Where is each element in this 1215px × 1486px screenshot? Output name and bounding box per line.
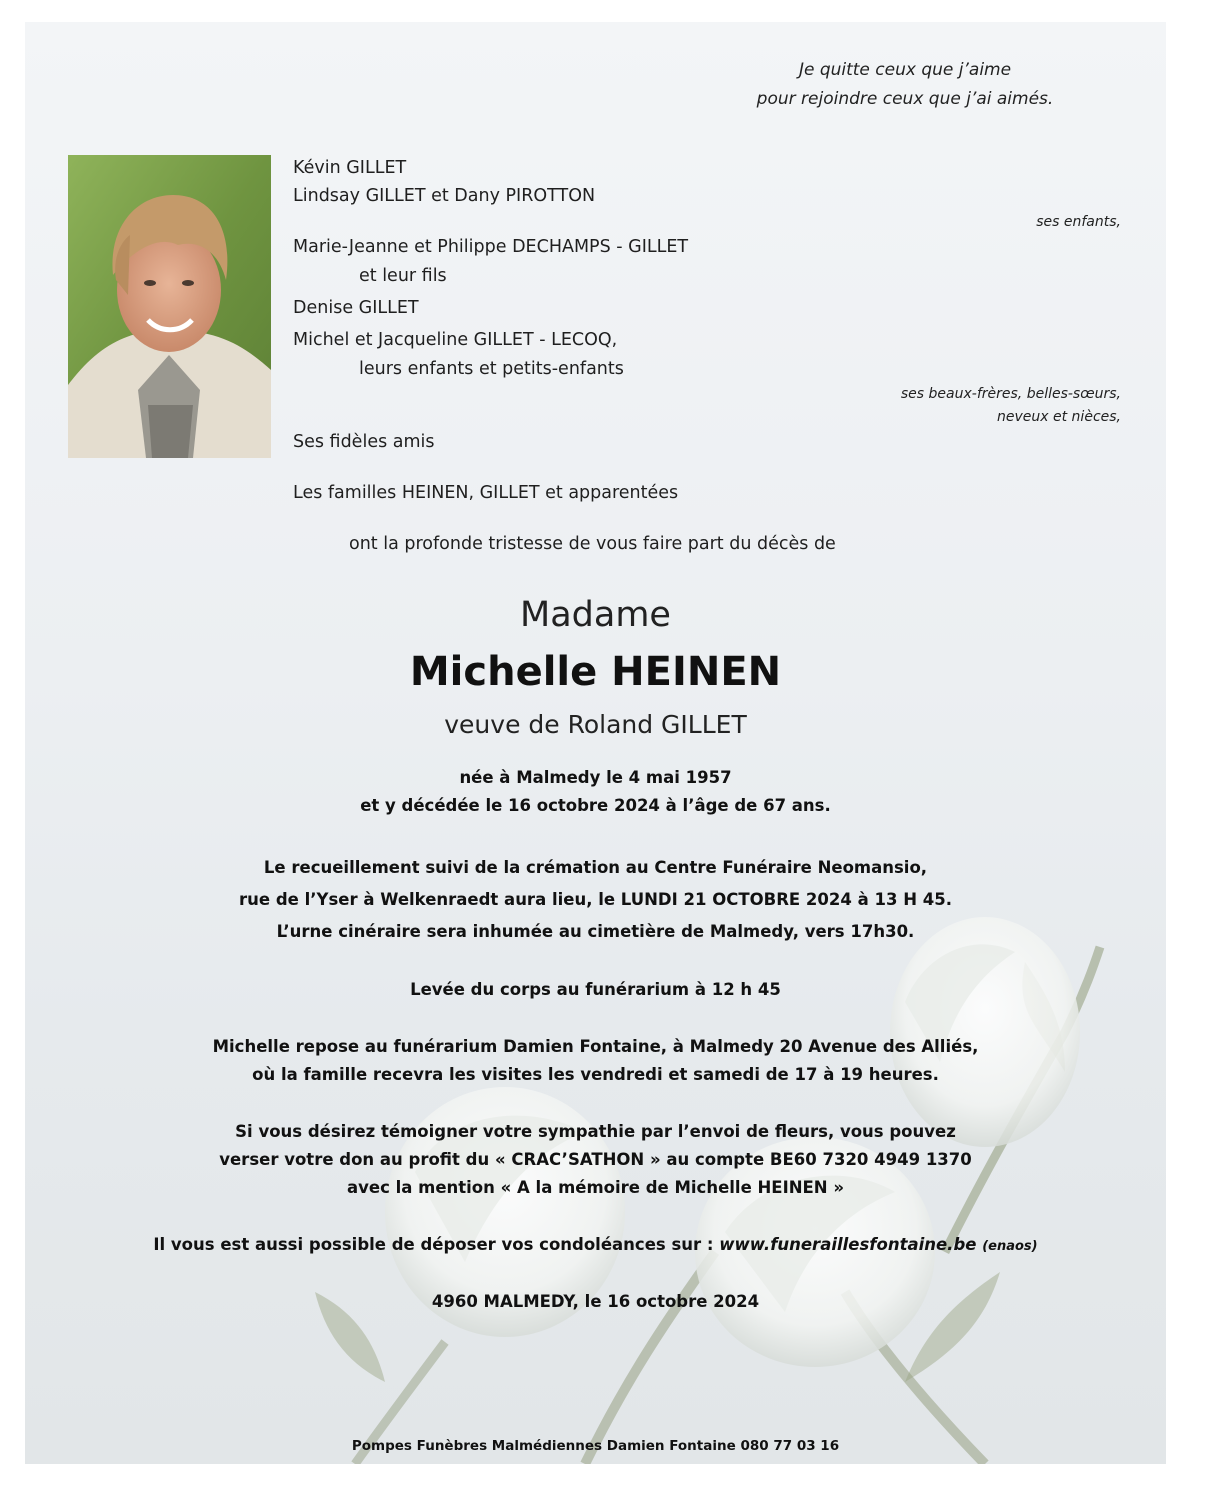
family-marie-jeanne: Marie-Jeanne et Philippe DECHAMPS - GILLET bbox=[293, 237, 689, 257]
ceremony-line-1: Le recueillement suivi de la crémation au Centre Funéraire Neomansio, bbox=[263, 858, 928, 877]
portrait-photo bbox=[68, 155, 271, 458]
birth-line: née à Malmedy le 4 mai 1957 bbox=[459, 768, 732, 787]
condolences-text: Il vous est aussi possible de déposer vos condoléances sur : bbox=[153, 1235, 720, 1254]
visits-line-2: où la famille recevra les visites les vendredi et samedi de 17 à 19 heures. bbox=[252, 1065, 939, 1084]
condolences-url[interactable]: www.funeraillesfontaine.be bbox=[719, 1235, 977, 1254]
announcement-text: ont la profonde tristesse de vous faire part du décès de bbox=[349, 534, 836, 554]
family-michel: Michel et Jacqueline GILLET - LECOQ, bbox=[293, 330, 618, 350]
family-friends: Ses fidèles amis bbox=[293, 432, 435, 452]
family-marie-jeanne-sub: et leur fils bbox=[359, 266, 447, 286]
family-lindsay: Lindsay GILLET et Dany PIROTTON bbox=[293, 186, 596, 206]
condolences-line bbox=[25, 1235, 1166, 1254]
donation-line-3: avec la mention « A la mémoire de Michelle HEINEN » bbox=[346, 1178, 845, 1197]
place-date: 4960 MALMEDY, le 16 octobre 2024 bbox=[431, 1292, 760, 1311]
family-families: Les familles HEINEN, GILLET et apparentées bbox=[293, 483, 679, 503]
condolences-note: (enaos) bbox=[982, 1239, 1038, 1254]
epigraph-line-2: pour rejoindre ceux que j’ai aimés. bbox=[756, 89, 1054, 109]
ceremony-line-3: L’urne cinéraire sera inhumée au cimetière de Malmedy, vers 17h30. bbox=[276, 922, 915, 941]
family-kevin: Kévin GILLET bbox=[293, 158, 407, 178]
donation-line-1: Si vous désirez témoigner votre sympathie par l’envoi de fleurs, vous pouvez bbox=[235, 1122, 956, 1141]
deceased-widow-of: veuve de Roland GILLET bbox=[444, 710, 747, 739]
ceremony-line-2: rue de l’Yser à Welkenraedt aura lieu, le LUNDI 21 OCTOBRE 2024 à 13 H 45. bbox=[239, 890, 952, 909]
epigraph-line-1: Je quitte ceux que j’aime bbox=[798, 60, 1012, 80]
deceased-name: Michelle HEINEN bbox=[409, 649, 782, 695]
obituary-card bbox=[25, 22, 1166, 1464]
footer-funeral-home: Pompes Funèbres Malmédiennes Damien Fontaine 080 77 03 16 bbox=[351, 1438, 840, 1454]
family-denise: Denise GILLET bbox=[293, 298, 419, 318]
visits-line-1: Michelle repose au funérarium Damien Fontaine, à Malmedy 20 Avenue des Alliés, bbox=[212, 1037, 979, 1056]
donation-line-2: verser votre don au profit du « CRAC’SATHON » au compte BE60 7320 4949 1370 bbox=[219, 1150, 972, 1169]
role-in-laws-1: ses beaux-frères, belles-sœurs, bbox=[900, 386, 1121, 402]
role-children: ses enfants, bbox=[1036, 214, 1121, 230]
deceased-title: Madame bbox=[520, 595, 671, 635]
death-line: et y décédée le 16 octobre 2024 à l’âge de 67 ans. bbox=[360, 796, 831, 815]
levee-line: Levée du corps au funérarium à 12 h 45 bbox=[410, 980, 781, 999]
role-in-laws-2: neveux et nièces, bbox=[997, 409, 1121, 425]
family-michel-sub: leurs enfants et petits-enfants bbox=[359, 359, 624, 379]
